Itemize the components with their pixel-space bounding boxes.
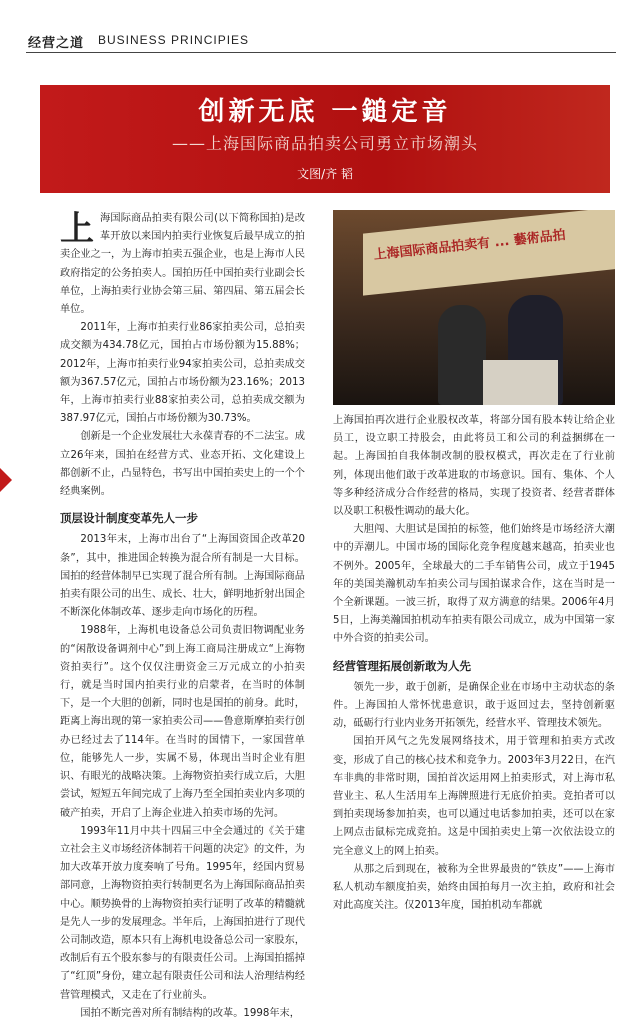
left-column (60, 210, 305, 1023)
photo-lectern (483, 360, 558, 405)
section-title: 经营之道 (28, 36, 85, 51)
photo-sign-text: 上海国际商品拍卖有 ... 藝術品拍 (372, 227, 567, 264)
article-subtitle: ——上海国际商品拍卖公司勇立市场潮头 (171, 134, 478, 153)
right-column (333, 412, 615, 915)
lead-text: 海国际商品拍卖有限公司(以下简称国拍)是改革开放以来国内拍卖行业恢复后最早成立的拍卖企业之一，为上海市拍卖五强企业，也是上海市人民政府指定的公务拍卖人。国拍历任中国拍卖行业副会长单位，上海拍卖行业协会第三届、第四届、第五届会长单位。 (60, 213, 305, 316)
paragraph: 领先一步，敢于创新，是确保企业在市场中主动状态的条件。上海国拍人常怀忧患意识，敢于返回过去，坚持创新驱动，砥砺行行业内业务开拓领先，经营水平、管理技术领先。 (333, 681, 615, 730)
drop-cap: 上 (60, 209, 94, 249)
paragraph: 大胆闯、大胆试是国拍的标签，他们始终是市场经济大潮中的弄潮儿。中国市场的国际化竞争程度越来越高，拍卖业也不例外。2005年，全球最大的二手车销售公司，成立于1945年的美国美瀚机动车拍卖公司与国拍谋求合作，这在当时是一个全新课题。一波三折，取得了双方满意的结果。2006年4月5日，上海美瀚国拍机动车拍卖有限公司成立，成为中国第一家中外合资的拍卖公司。 (333, 524, 615, 645)
section-heading: 经营管理拓展创新敢为人先 (333, 658, 471, 673)
section-heading: 顶层设计制度变革先人一步 (60, 511, 198, 526)
side-tab-marker (0, 468, 12, 492)
section-title-en: BUSINESS PRINCIPIES (98, 33, 250, 47)
article-title: 创新无底 一鎚定音 (198, 97, 452, 127)
header-rule (26, 52, 616, 53)
paragraph: 1993年11月中共十四届三中全会通过的《关于建立社会主义市场经济体制若干问题的决定》的文件，为加大改革开放力度奏响了号角。1995年，经国内贸易部同意，上海物资拍卖行转制更名为上海国际商品拍卖中心。顺势换骨的上海物资拍卖行证明了改革的精髓就是先人一步的发展理念。半年后，上海国拍进行了现代公司制改造，原本只有上海机电设备总公司一家股东，改制后有五个股东参与的有限责任公司。上海国拍摇掉了“红顶”身份，建立起有限责任公司和法人治理结构经营管理模式，又走在了行业前头。 (60, 825, 305, 1001)
paragraph: 2011年，上海市拍卖行业86家拍卖公司，总拍卖成交额为434.78亿元，国拍占市场份额为15.88%；2012年，上海市拍卖行业94家拍卖公司，总拍卖成交额为367.57亿元，国拍占市场份额为23.16%；2013年，上海市拍卖行业88家拍卖公司，总拍卖成交额为387.97亿元，国拍占市场份额为30.73%。 (60, 322, 305, 425)
paragraph: 国拍不断完善对所有制结构的改革。1998年末， (80, 1007, 300, 1019)
paragraph: 从那之后到现在，被称为全世界最贵的“铁皮”——上海市私人机动车额度拍卖，始终由国拍每月一次主拍，政府和社会对此高度关注。仅2013年度，国拍机动车都就 (333, 863, 615, 912)
auction-photo (333, 210, 615, 405)
paragraph (60, 210, 305, 319)
paragraph: 上海国拍再次进行企业股权改革，将部分国有股本转让给企业员工，设立职工持股会，由此将员工和公司的利益捆绑在一起。上海国拍自我体制改制的股权模式，再次走在了行业前列，体现出他们敢于改革进取的市场意识。国有、集体、个人等多种经济成分合作经营的格局，实现了投资者、经营者群体以及职工积极性调动的最大化。 (333, 415, 615, 518)
paragraph: 创新是一个企业发展壮大永葆青春的不二法宝。成立26年来，国拍在经营方式、业态开拓、文化建设上都创新不止，凸显特色，书写出中国拍卖史上的一个个经典案例。 (60, 431, 305, 498)
photo-person (438, 305, 486, 405)
paragraph: 国拍开风气之先发展网络技术，用于管理和拍卖方式改变，形成了自己的核心技术和竞争力。2003年3月22日，在汽车非典的非常时期，国拍首次运用网上拍卖形式，对上海市私营业主、私人生活用车上海牌照进行无底价拍卖。竞拍者可以到拍卖现场参加拍卖，也可以通过电话参加拍卖，还可以在家上网点击鼠标完成竞拍。这是中国拍卖史上第一次依法设立的完全意义上的网上拍卖。 (333, 736, 615, 857)
title-banner (40, 85, 610, 193)
article-author: 文图/齐 韬 (297, 167, 353, 181)
page-header (0, 0, 638, 62)
paragraph: 2013年末，上海市出台了“上海国资国企改革20条”，其中，推进国企转换为混合所有制是一大目标。国拍的经营体制早已实现了混合所有制。上海国际商品拍卖有限公司的出生、成长、壮大，鲜明地折射出国企不断深化体制改革、逐步走向市场化的历程。 (60, 534, 305, 619)
paragraph: 1988年，上海机电设备总公司负责旧物调配业务的“闲散设备调剂中心”到上海工商局注册成立“上海物资拍卖行”。这个仅仅注册资金三万元成立的小拍卖行，就是当时国内拍卖行业的启蒙者，在当时的体制下，是一个大胆的创新，同时也是国拍的前身。此时，距离上海出现的第一家拍卖公司——鲁意斯摩拍卖行创办已经过去了114年。在当时的国情下，一家国营单位，能够先人一步，实属不易，体现出当时企业有胆识、有眼光的战略决策。上海物资拍卖行成立后，大胆尝试，短短五年间完成了上海乃至全国拍卖业内多项的破产拍卖，开启了上海企业进入拍卖市场的先河。 (60, 625, 305, 819)
